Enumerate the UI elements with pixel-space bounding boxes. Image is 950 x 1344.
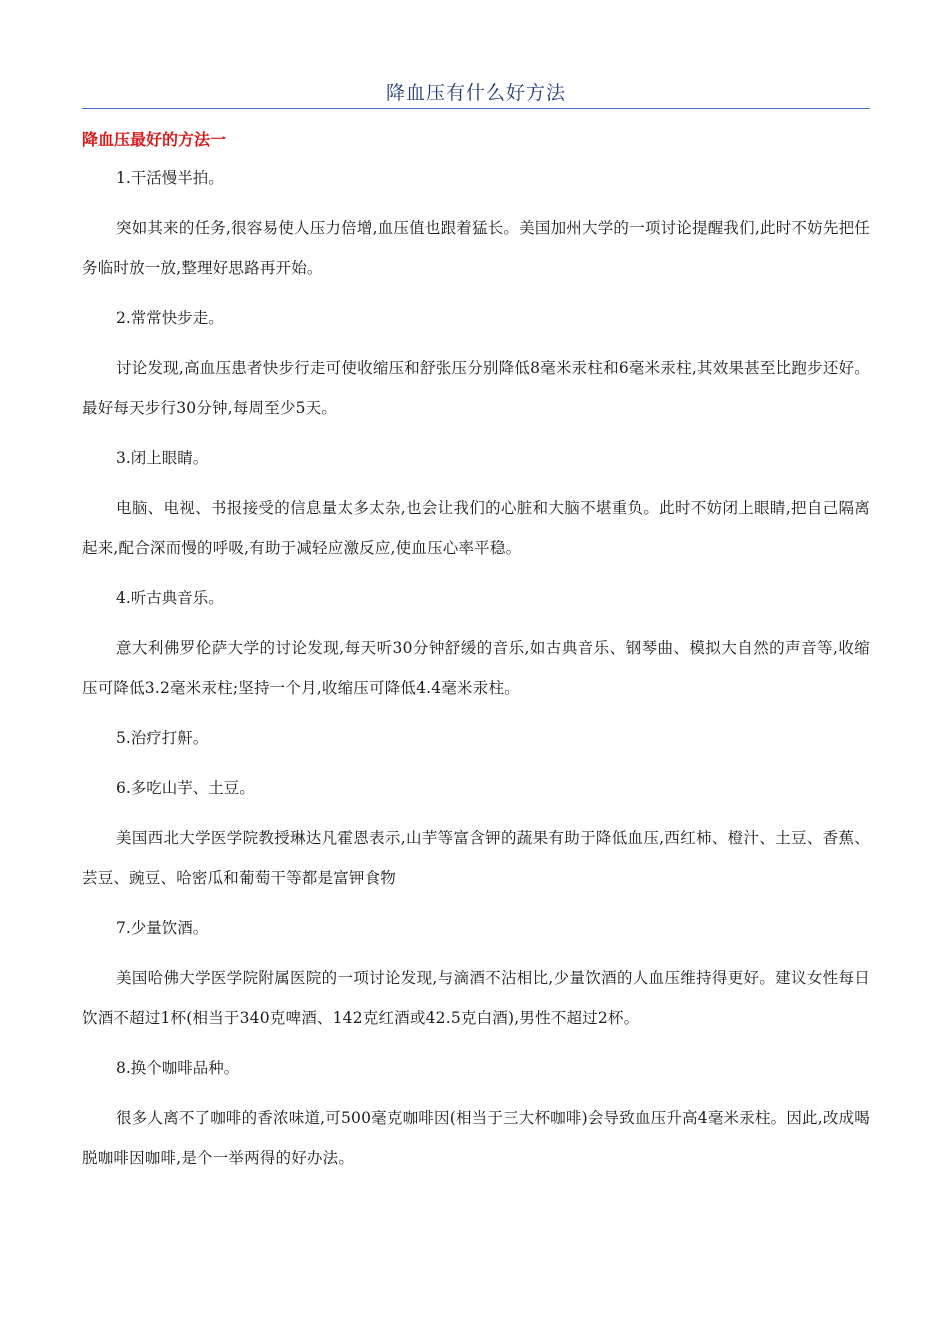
list-item-2: 2.常常快步走。 [116, 309, 224, 327]
list-item-3: 3.闭上眼睛。 [116, 449, 209, 467]
title-underline [82, 108, 870, 109]
list-item-5: 5.治疗打鼾。 [116, 729, 209, 747]
paragraph-1: 突如其来的任务,很容易使人压力倍增,血压值也跟着猛长。美国加州大学的一项讨论提醒我们,此时不妨先把任务临时放一放,整理好思路再开始。 [82, 219, 870, 277]
paragraph-6: 美国西北大学医学院教授琳达凡霍恩表示,山芋等富含钾的蔬果有助于降低血压,西红柿、橙汁、土豆、香蕉、芸豆、豌豆、哈密瓜和葡萄干等都是富钾食物 [82, 829, 870, 887]
list-item-7: 7.少量饮酒。 [116, 919, 209, 937]
list-item-1: 1.干活慢半拍。 [116, 169, 224, 187]
paragraph-7: 美国哈佛大学医学院附属医院的一项讨论发现,与滴酒不沾相比,少量饮酒的人血压维持得更好。建议女性每日饮酒不超过1杯(相当于340克啤酒、142克红酒或42.5克白酒),男性不超过2杯。 [82, 969, 870, 1027]
list-item-8: 8.换个咖啡品种。 [116, 1059, 240, 1077]
list-item-4: 4.听古典音乐。 [116, 589, 224, 607]
page-title: 降血压有什么好方法 [385, 82, 566, 104]
paragraph-8: 很多人离不了咖啡的香浓味道,可500毫克咖啡因(相当于三大杯咖啡)会导致血压升高4毫米汞柱。因此,改成喝脱咖啡因咖啡,是个一举两得的好办法。 [82, 1109, 870, 1167]
section-heading: 降血压最好的方法一 [82, 130, 227, 149]
paragraph-4: 意大利佛罗伦萨大学的讨论发现,每天听30分钟舒缓的音乐,如古典音乐、钢琴曲、模拟大自然的声音等,收缩压可降低3.2毫米汞柱;坚持一个月,收缩压可降低4.4毫米汞柱。 [82, 639, 870, 697]
document-body [82, 158, 870, 1188]
paragraph-2: 讨论发现,高血压患者快步行走可使收缩压和舒张压分别降低8毫米汞柱和6毫米汞柱,其效果甚至比跑步还好。最好每天步行30分钟,每周至少5天。 [82, 359, 870, 417]
list-item-6: 6.多吃山芋、土豆。 [116, 779, 255, 797]
paragraph-3: 电脑、电视、书报接受的信息量太多太杂,也会让我们的心脏和大脑不堪重负。此时不妨闭上眼睛,把自己隔离起来,配合深而慢的呼吸,有助于减轻应激反应,使血压心率平稳。 [82, 499, 870, 557]
